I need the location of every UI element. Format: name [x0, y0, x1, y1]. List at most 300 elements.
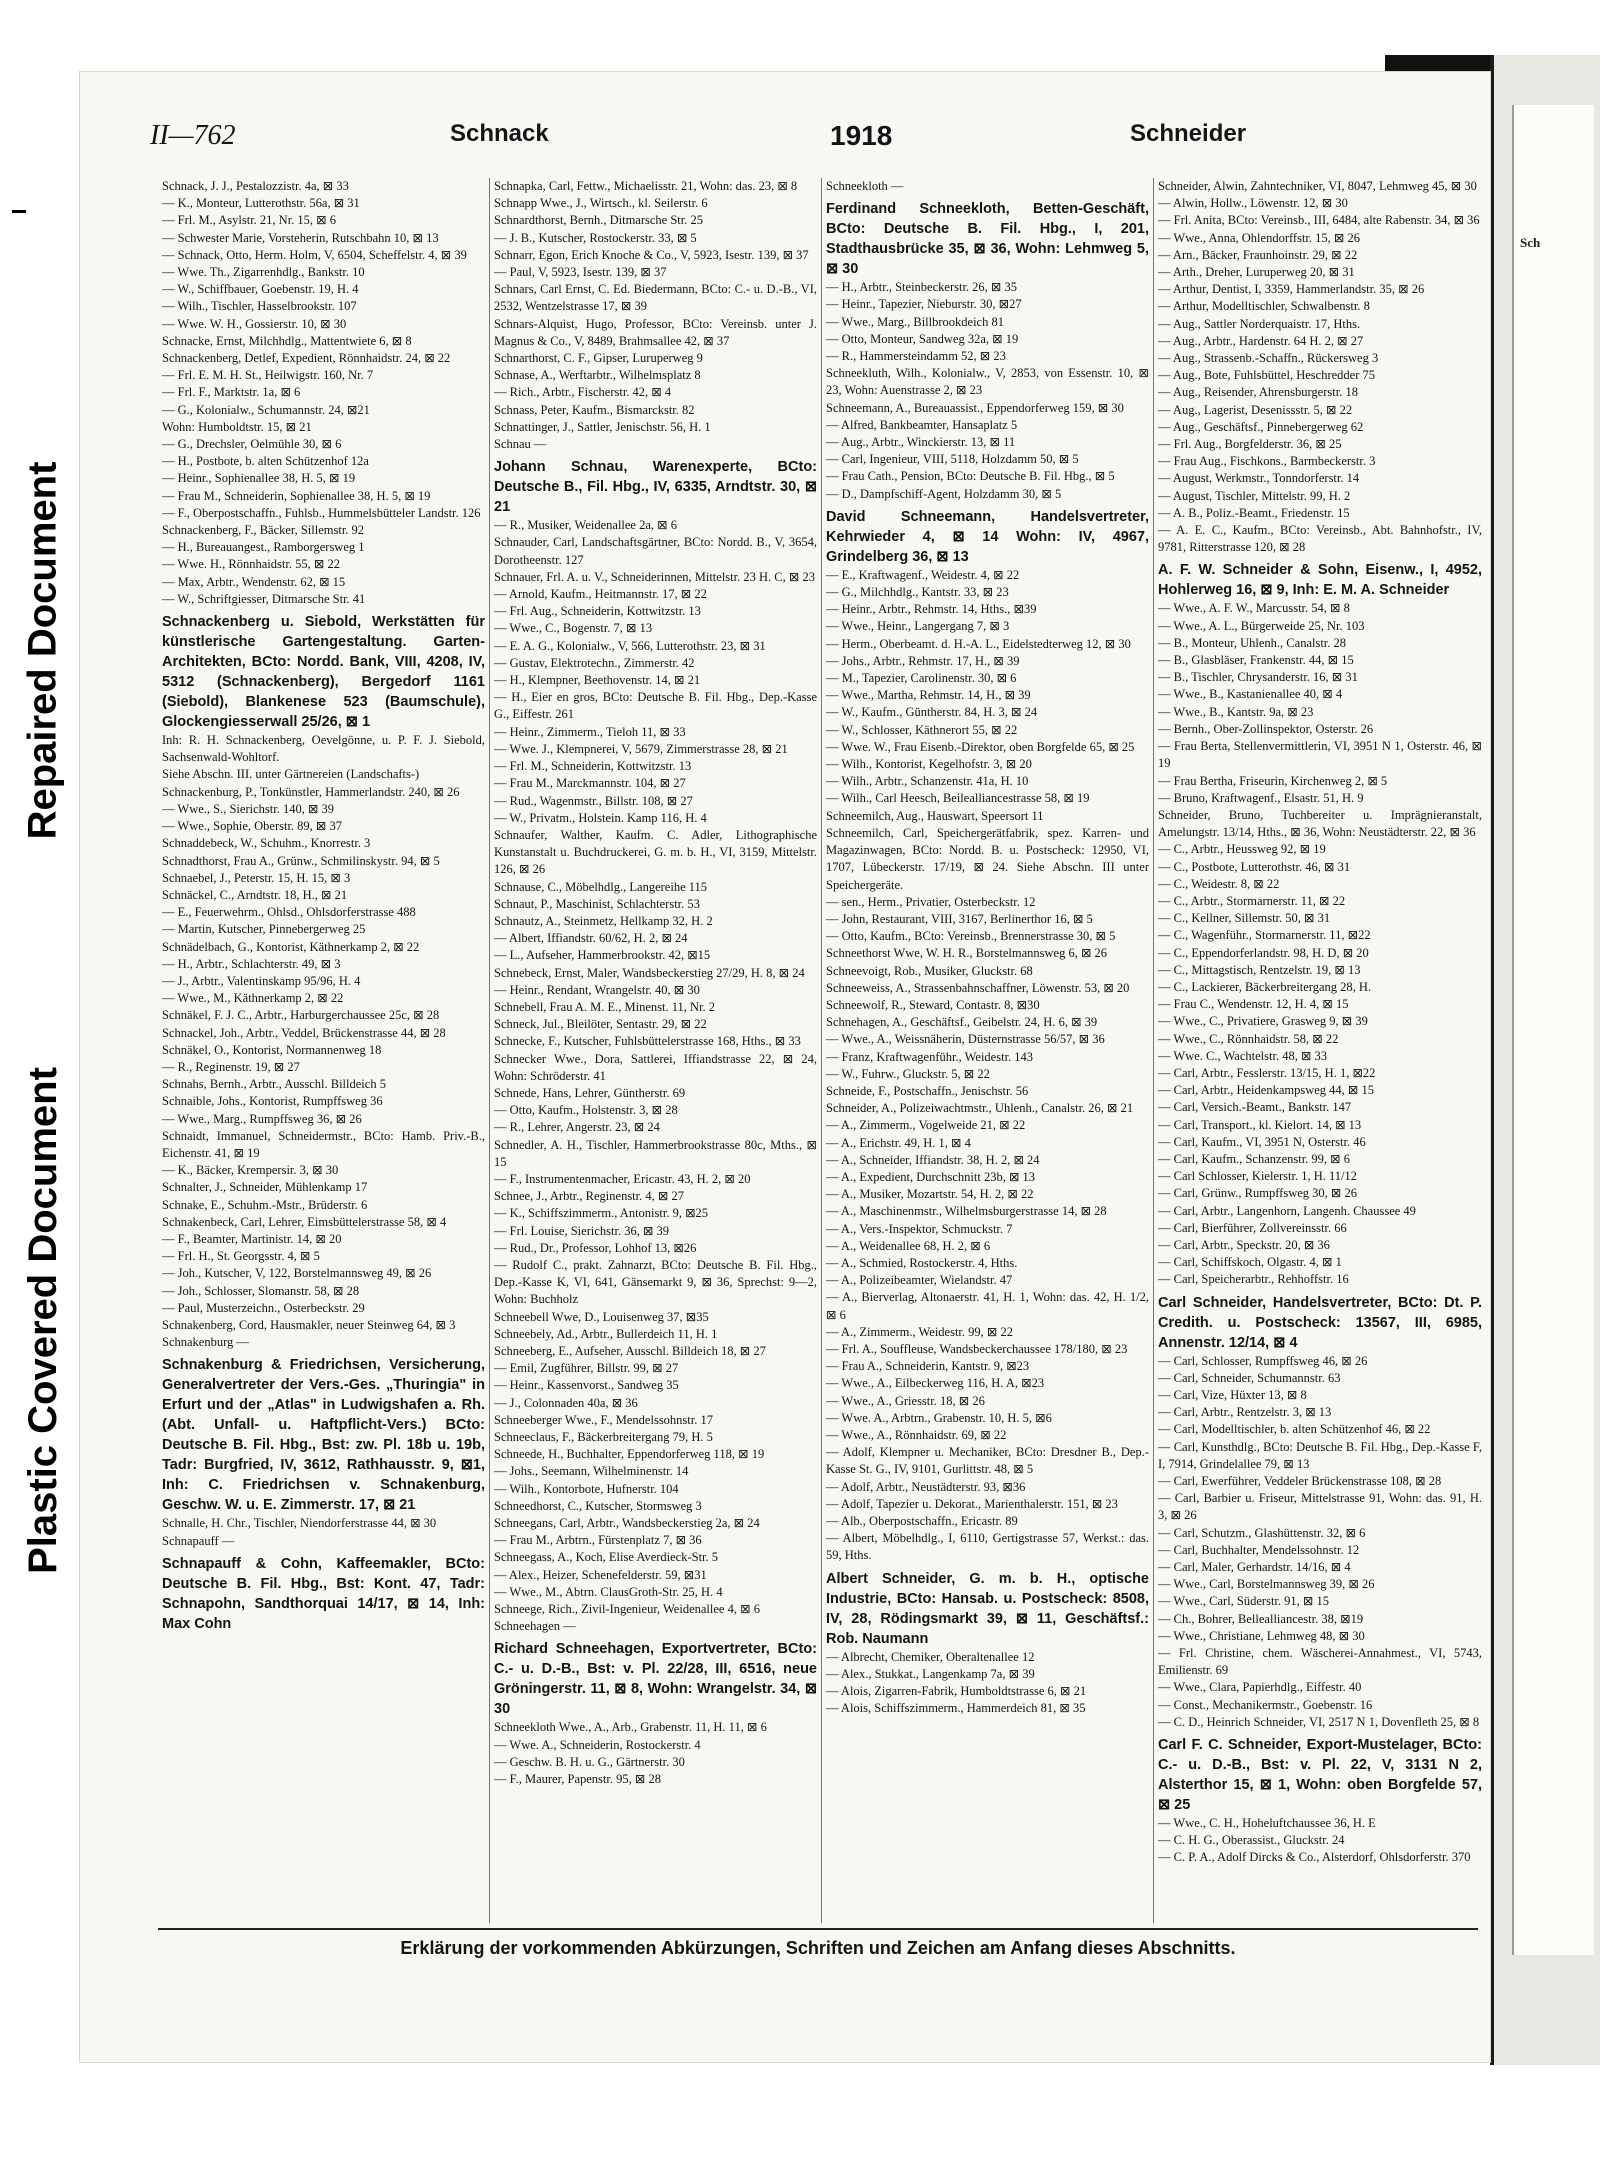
directory-entry: Schneehagen — [494, 1619, 576, 1634]
directory-entry: Carl F. C. Schneider, Export-Mustelager, BCto: C.- u. D.-B., Bst: v. Pl. 22, V, 3131 N 2, Alsterthor 15, ⊠ 1, Wohn: oben Borgfelde 57, ⊠ 25 [1158, 1737, 1482, 1814]
directory-entry: — Aug., Sattler Norderquaistr. 17, Hths. [1158, 316, 1361, 331]
directory-entry: Schnedler, A. H., Tischler, Hammerbrookstrasse 80c, Mths., ⊠ 15 [494, 1137, 817, 1169]
directory-entry: — Carl, Arbtr., Rentzelstr. 3, ⊠ 13 [1158, 1405, 1332, 1420]
column-3 [822, 178, 1154, 1923]
directory-entry: Schnardthorst, Bernh., Ditmarsche Str. 25 [494, 213, 703, 228]
directory-entry: — Aug., Strassenb.-Schaffn., Rückersweg 3 [1158, 351, 1379, 366]
directory-entry: Schneider, Alwin, Zahntechniker, VI, 8047, Lehmweg 45, ⊠ 30 [1158, 179, 1477, 193]
directory-entry: — C., Arbtr., Heussweg 92, ⊠ 19 [1158, 842, 1326, 857]
directory-entry: A. F. W. Schneider & Sohn, Eisenw., I, 4952, Hohlerweg 16, ⊠ 9, Inh: E. M. A. Schneider [1158, 562, 1482, 599]
directory-entry: — R., Reginenstr. 19, ⊠ 27 [162, 1059, 300, 1074]
directory-entry: Schnaidt, Immanuel, Schneidermstr., BCto: Hamb. Priv.-B., Eichenstr. 41, ⊠ 19 [162, 1128, 485, 1160]
directory-entry: Schneebely, Ad., Arbtr., Bullerdeich 11, H. 1 [494, 1326, 718, 1341]
directory-entry: — W., Schriftgiesser, Ditmarsche Str. 41 [162, 591, 366, 606]
directory-entry: — W., Schlosser, Käthnerort 55, ⊠ 22 [826, 722, 1018, 737]
directory-entry: Schnakenburg & Friedrichsen, Versicherung, Generalvertreter der Vers.-Ges. „Thuringia" in Erfurt und der „Atlas" in Ludwigshafen a. Rh. (Abt. Unfall- u. Haftpflicht-Vers.) BCto: Deutsche B. Fil. Hbg., Bst: zw. Pl. 18b u. 19b, Tadr: Burgfried, IV, 3612, Rathhausstr. 9, ⊠1, Inh: C. Friedrichsen v. Schnakenburg, Geschw. W. u. E. Zimmerstr. 17, ⊠ 21 [162, 1357, 485, 1514]
directory-entry: Schnahs, Bernh., Arbtr., Ausschl. Billdeich 5 [162, 1077, 386, 1092]
directory-entry: — Joh., Schlosser, Slomanstr. 58, ⊠ 28 [162, 1283, 360, 1298]
directory-entry: — Frau M., Arbtrn., Fürstenplatz 7, ⊠ 36 [494, 1533, 702, 1548]
directory-entry: — Carl, Kaufm., VI, 3951 N, Osterstr. 46 [1158, 1134, 1366, 1149]
directory-entry: — H., Arbtr., Schlachterstr. 49, ⊠ 3 [162, 956, 341, 971]
directory-entry: — Johs., Arbtr., Rehmstr. 17, H., ⊠ 39 [826, 653, 1020, 668]
directory-entry: Schnadthorst, Frau A., Grünw., Schmilinskystr. 94, ⊠ 5 [162, 853, 440, 868]
directory-entry: Schnack, J. J., Pestalozzistr. 4a, ⊠ 33 [162, 179, 349, 193]
directory-entry: Schneemilch, Aug., Hauswart, Speersort 11 [826, 808, 1044, 823]
directory-entry: — Carl, Versich.-Beamt., Bankstr. 147 [1158, 1100, 1352, 1115]
directory-entry: Schnackel, Joh., Arbtr., Veddel, Brückenstrasse 44, ⊠ 28 [162, 1025, 446, 1040]
directory-entry: — Martin, Kutscher, Pinnebergerweg 25 [162, 922, 366, 937]
directory-entry: — Wwe., Sophie, Oberstr. 89, ⊠ 37 [162, 819, 343, 834]
directory-entry: — Wwe. A., Schneiderin, Rostockerstr. 4 [494, 1737, 701, 1752]
directory-entry: — Wwe., A., Rönnhaidstr. 69, ⊠ 22 [826, 1428, 1007, 1442]
directory-entry: Schnecke, F., Kutscher, Fuhlsbüttelerstrasse 168, Hths., ⊠ 33 [494, 1034, 801, 1049]
directory-entry: — Wwe., A. F. W., Marcusstr. 54, ⊠ 8 [1158, 601, 1350, 616]
directory-entry: — Adolf, Arbtr., Neustädterstr. 93, ⊠36 [826, 1479, 1026, 1494]
directory-entry: — G., Milchhdlg., Kantstr. 33, ⊠ 23 [826, 585, 1009, 600]
directory-entry: — Paul, Musterzeichn., Osterbeckstr. 29 [162, 1300, 365, 1315]
directory-entry: — K., Monteur, Lutterothstr. 56a, ⊠ 31 [162, 196, 360, 211]
directory-entry: — W., Schiffbauer, Goebenstr. 19, H. 4 [162, 282, 359, 297]
directory-entry: — Frl. H., St. Georgsstr. 4, ⊠ 5 [162, 1249, 320, 1264]
adjacent-page-text: Sch [1520, 235, 1541, 250]
directory-entry: — R., Lehrer, Angerstr. 23, ⊠ 24 [494, 1120, 660, 1135]
directory-entry: — Wilh., Carl Heesch, Beilealliancestrasse 58, ⊠ 19 [826, 791, 1090, 806]
directory-entry: Schneegass, A., Koch, Elise Averdieck-Str. 5 [494, 1550, 719, 1565]
directory-entry: — Frau M., Schneiderin, Sophienallee 38, H. 5, ⊠ 19 [162, 488, 431, 503]
directory-entry: — Albrecht, Chemiker, Oberaltenallee 12 [826, 1649, 1035, 1664]
directory-entry: Schnaufer, Walther, Kaufm. C. Adler, Lithographische Kunstanstalt u. Buchdruckerei, G. m. b. H., VI, 3159, Mittelstr. 126, ⊠ 26 [494, 827, 817, 877]
directory-entry: — Wwe., Marg., Rumpffsweg 36, ⊠ 26 [162, 1111, 362, 1126]
directory-entry: — Heinr., Kassenvorst., Sandweg 35 [494, 1378, 679, 1393]
directory-entry: — Wilh., Arbtr., Schanzenstr. 41a, H. 10 [826, 774, 1029, 789]
directory-entry: — C., Weidestr. 8, ⊠ 22 [1158, 876, 1280, 891]
directory-entry: — C., Mittagstisch, Rentzelstr. 19, ⊠ 13 [1158, 962, 1361, 977]
directory-entry: — Frl. Anita, BCto: Vereinsb., III, 6484, alte Rabenstr. 34, ⊠ 36 [1158, 213, 1480, 228]
directory-entry: — Wilh., Tischler, Hasselbrookstr. 107 [162, 299, 357, 314]
directory-entry: Schneeweiss, A., Strassenbahnschaffner, Löwenstr. 53, ⊠ 20 [826, 980, 1130, 995]
directory-entry: — C. H. G., Oberassist., Gluckstr. 24 [1158, 1833, 1345, 1848]
directory-entry: — H., Postbote, b. alten Schützenhof 12a [162, 454, 369, 469]
directory-entry: — K., Schiffszimmerm., Antonistr. 9, ⊠25 [494, 1206, 709, 1221]
directory-entry: — Wwe., Martha, Rehmstr. 14, H., ⊠ 39 [826, 688, 1031, 703]
directory-entry: Schnass, Peter, Kaufm., Bismarckstr. 82 [494, 402, 695, 417]
directory-entry: Schnauder, Carl, Landschaftsgärtner, BCto: Nordd. B., V, 3654, Dorotheenstr. 127 [494, 535, 817, 567]
directory-entry: Schneebell Wwe, D., Louisenweg 37, ⊠35 [494, 1309, 709, 1324]
directory-entry: — Wwe., B., Kantstr. 9a, ⊠ 23 [1158, 704, 1314, 719]
directory-entry: — Wwe., Carl, Borstelmannsweg 39, ⊠ 26 [1158, 1577, 1375, 1592]
directory-entry: — Wwe. W., Frau Eisenb.-Direktor, oben Borgfelde 65, ⊠ 25 [826, 739, 1135, 754]
directory-page [80, 72, 1490, 2062]
directory-entry: — F., Beamter, Martinistr. 14, ⊠ 20 [162, 1231, 342, 1246]
directory-entry: — Wwe., A., Eilbeckerweg 116, H. A, ⊠23 [826, 1376, 1045, 1391]
directory-entry: Schnalter, J., Schneider, Mühlenkamp 17 [162, 1180, 368, 1195]
directory-entry: — August, Tischler, Mittelstr. 99, H. 2 [1158, 488, 1351, 503]
directory-entry: — E., Kraftwagenf., Weidestr. 4, ⊠ 22 [826, 567, 1020, 582]
directory-entry: Schneck, Jul., Bleilöter, Sentastr. 29, ⊠ 22 [494, 1017, 707, 1032]
directory-entry: Schneeberg, E., Aufseher, Ausschl. Billdeich 18, ⊠ 27 [494, 1344, 766, 1358]
directory-entry: — K., Bäcker, Krempersir. 3, ⊠ 30 [162, 1163, 339, 1178]
directory-entry: — Carl, Arbtr., Speckstr. 20, ⊠ 36 [1158, 1237, 1330, 1252]
directory-entry: Schnede, Hans, Lehrer, Güntherstr. 69 [494, 1085, 686, 1100]
directory-entry: — Alb., Oberpostschaffn., Ericastr. 89 [826, 1514, 1018, 1529]
directory-entry: — A., Bierverlag, Altonaerstr. 41, H. 1, Wohn: das. 42, H. 1/2, ⊠ 6 [826, 1290, 1149, 1322]
directory-entry: — sen., Herm., Privatier, Osterbeckstr. 12 [826, 894, 1036, 909]
directory-entry: — Frl. Aug., Borgfelderstr. 36, ⊠ 25 [1158, 437, 1342, 452]
adjacent-page-edge [1490, 55, 1600, 2065]
directory-entry: Schnackenburg, P., Tonkünstler, Hammerlandstr. 240, ⊠ 26 [162, 784, 460, 799]
directory-entry: — H., Eier en gros, BCto: Deutsche B. Fil. Hbg., Dep.-Kasse G., Eiffestr. 261 [494, 690, 817, 722]
directory-entry: — Carl, Schiffskoch, Olgastr. 4, ⊠ 1 [1158, 1255, 1342, 1270]
directory-entry: — Wwe. A., Arbtrn., Grabenstr. 10, H. 5, ⊠6 [826, 1410, 1052, 1425]
directory-entry: Schnars-Alquist, Hugo, Professor, BCto: Vereinsb. unter J. Magnus & Co., V, 8489, Brahmsallee 42, ⊠ 37 [494, 316, 817, 348]
header-year: 1918 [830, 120, 893, 151]
directory-entry: — Schnack, Otto, Herm. Holm, V, 6504, Scheffelstr. 4, ⊠ 39 [162, 247, 467, 262]
directory-entry: — L., Aufseher, Hammerbrookstr. 42, ⊠15 [494, 948, 711, 963]
directory-entry: Schneevoigt, Rob., Musiker, Gluckstr. 68 [826, 963, 1033, 978]
directory-entry: — August, Werkmstr., Tonndorferstr. 14 [1158, 471, 1360, 486]
directory-entry: — Gustav, Elektrotechn., Zimmerstr. 42 [494, 655, 695, 670]
directory-entry: — Wwe., C., Rönnhaidstr. 58, ⊠ 22 [1158, 1031, 1339, 1046]
directory-entry: — Wwe., Christiane, Lehmweg 48, ⊠ 30 [1158, 1628, 1365, 1643]
directory-entry: — Carl, Kaufm., Schanzenstr. 99, ⊠ 6 [1158, 1151, 1351, 1166]
directory-entry: — Alex., Stukkat., Langenkamp 7a, ⊠ 39 [826, 1666, 1035, 1681]
directory-entry: — A., Schmied, Rostockerstr. 4, Hths. [826, 1255, 1018, 1270]
directory-entry: — Frau Bertha, Friseurin, Kirchenweg 2, ⊠ 5 [1158, 773, 1388, 788]
directory-entry: — Rud., Dr., Professor, Lohhof 13, ⊠26 [494, 1240, 697, 1255]
plastic-covered-document-label: Plastic Covered Document [20, 1066, 65, 1574]
directory-entry: Schnase, A., Werftarbtr., Wilhelmsplatz 8 [494, 368, 701, 383]
directory-entry: Albert Schneider, G. m. b. H., optische Industrie, BCto: Hansab. u. Postscheck: 8508, IV, 28, Rödingsmarkt 39, ⊠ 11, Geschäftsf.: Rob. Naumann [826, 1570, 1149, 1647]
directory-entry: — Rud., Wagenmstr., Billstr. 108, ⊠ 27 [494, 793, 693, 808]
directory-entry: — R., Hammersteindamm 52, ⊠ 23 [826, 349, 1006, 364]
repaired-document-label: Repaired Document [20, 461, 65, 839]
directory-entry: — M., Tapezier, Carolinenstr. 30, ⊠ 6 [826, 671, 1017, 686]
directory-entry: — Wwe. W. H., Gossierstr. 10, ⊠ 30 [162, 316, 347, 331]
directory-entry: Schnalle, H. Chr., Tischler, Niendorferstrasse 44, ⊠ 30 [162, 1516, 437, 1531]
directory-entry: — Wwe. C., Wachtelstr. 48, ⊠ 33 [1158, 1048, 1328, 1063]
directory-entry: — Frl. A., Souffleuse, Wandsbeckerchaussee 178/180, ⊠ 23 [826, 1341, 1128, 1356]
directory-entry: Carl Schneider, Handelsvertreter, BCto: Dt. P. Credith. u. Postscheck: 13567, III, 6985, Annenstr. 12/14, ⊠ 4 [1158, 1294, 1482, 1351]
directory-entry: — Wwe., C. H., Hoheluftchaussee 36, H. E [1158, 1816, 1376, 1831]
directory-entry: Schnäkel, O., Kontorist, Normannenweg 18 [162, 1042, 382, 1057]
directory-entry: — Aug., Reisender, Ahrensburgerstr. 18 [1158, 385, 1358, 400]
column-2 [490, 178, 822, 1923]
directory-entry: — Rudolf C., prakt. Zahnarzt, BCto: Deutsche B. Fil. Hbg., Dep.-Kasse K, VI, 641, Gänsemarkt 9, ⊠ 36, Sprechst: 9—2, Wohn: Buchholz [494, 1257, 817, 1307]
directory-entry: David Schneemann, Handelsvertreter, Kehrwieder 4, ⊠ 14 Wohn: IV, 4967, Grindelberg 36, ⊠ 13 [826, 508, 1149, 565]
directory-entry: Schneeclaus, F., Bäckerbreitergang 79, H. 5 [494, 1430, 713, 1445]
directory-entry: — Wwe., C., Privatiere, Grasweg 9, ⊠ 39 [1158, 1014, 1368, 1029]
directory-entry: — Wwe., Heinr., Langergang 7, ⊠ 3 [826, 619, 1010, 634]
directory-entry: Schnause, C., Möbelhdlg., Langereihe 115 [494, 879, 708, 894]
directory-entry: Schnee, J., Arbtr., Reginenstr. 4, ⊠ 27 [494, 1189, 684, 1204]
directory-entry: — B., Glasbläser, Frankenstr. 44, ⊠ 15 [1158, 653, 1354, 668]
directory-entry: Schneede, H., Buchhalter, Eppendorferweg 118, ⊠ 19 [494, 1447, 765, 1462]
directory-entry: — D., Dampfschiff-Agent, Holzdamm 30, ⊠ 5 [826, 486, 1062, 501]
label-tick [12, 210, 26, 213]
directory-entry: — Wwe., Clara, Papierhdlg., Eiffestr. 40 [1158, 1680, 1362, 1695]
directory-entry: — J., Colonnaden 40a, ⊠ 36 [494, 1395, 638, 1410]
directory-entry: — F., Maurer, Papenstr. 95, ⊠ 28 [494, 1772, 661, 1787]
directory-entry: — Frau A., Schneiderin, Kantstr. 9, ⊠23 [826, 1359, 1030, 1374]
directory-entry: — Wwe. J., Klempnerei, V, 5679, Zimmerstrasse 28, ⊠ 21 [494, 741, 788, 756]
directory-entry: — Otto, Kaufm., BCto: Vereinsb., Brennerstrasse 30, ⊠ 5 [826, 929, 1116, 944]
directory-entry: — Adolf, Klempner u. Mechaniker, BCto: Dresdner B., Dep.-Kasse St. G., IV, 9101, Gurlittstr. 48, ⊠ 5 [826, 1445, 1149, 1477]
directory-entry: — Arthur, Dentist, I, 3359, Hammerlandstr. 35, ⊠ 26 [1158, 282, 1425, 297]
directory-entry: — Geschw. B. H. u. G., Gärtnerstr. 30 [494, 1754, 685, 1769]
directory-entry: Schneege, Rich., Zivil-Ingenieur, Weidenallee 4, ⊠ 6 [494, 1602, 760, 1617]
directory-entry: — John, Restaurant, VIII, 3167, Berlinerthor 16, ⊠ 5 [826, 911, 1093, 926]
directory-entry: Schnakenburg — [162, 1335, 249, 1350]
directory-entry: — Wwe. H., Rönnhaidstr. 55, ⊠ 22 [162, 557, 340, 572]
directory-entry: — Frl. F., Marktstr. 1a, ⊠ 6 [162, 385, 301, 400]
directory-entry: Schneegans, Carl, Arbtr., Wandsbeckerstieg 2a, ⊠ 24 [494, 1516, 760, 1531]
directory-entry: Inh: R. H. Schnackenberg, Oevelgönne, u. P. F. J. Siebold, Sachsenwald-Wohltorf. [162, 733, 485, 765]
directory-entry: — Frau C., Wendenstr. 12, H. 4, ⊠ 15 [1158, 997, 1349, 1012]
directory-entry: — C., Lackierer, Bäckerbreitergang 28, H. [1158, 979, 1372, 994]
directory-entry: — Carl, Speicherarbtr., Rehhoffstr. 16 [1158, 1272, 1349, 1287]
directory-entry: — W., Kaufm., Güntherstr. 84, H. 3, ⊠ 24 [826, 705, 1038, 720]
directory-entry: — Aug., Arbtr., Hardenstr. 64 H. 2, ⊠ 27 [1158, 333, 1364, 348]
directory-entry: Schneekloth — [826, 179, 904, 193]
directory-entry: — Arth., Dreher, Luruperweg 20, ⊠ 31 [1158, 265, 1355, 280]
directory-entry: — Franz, Kraftwagenführ., Weidestr. 143 [826, 1049, 1034, 1064]
directory-entry: — Aug., Bote, Fuhlsbüttel, Heschredder 75 [1158, 368, 1375, 383]
directory-entry: — Wwe., Carl, Süderstr. 91, ⊠ 15 [1158, 1594, 1329, 1609]
directory-entry: Schnars, Carl Ernst, C. Ed. Biedermann, BCto: C.- u. D.-B., VI, 2532, Wentzelstrasse 17, ⊠ 39 [494, 282, 817, 314]
directory-entry: — W., Privatm., Holstein. Kamp 116, H. 4 [494, 810, 707, 825]
directory-entry: Schneider, A., Polizeiwachtmstr., Uhlenh., Canalstr. 26, ⊠ 21 [826, 1101, 1134, 1116]
directory-entry: — C., Kellner, Sillemstr. 50, ⊠ 31 [1158, 911, 1331, 926]
directory-entry: — Carl, Schutzm., Glashüttenstr. 32, ⊠ 6 [1158, 1525, 1366, 1540]
directory-entry: — Carl, Grünw., Rumpffsweg 30, ⊠ 26 [1158, 1186, 1357, 1201]
directory-entry: — Aug., Arbtr., Winckierstr. 13, ⊠ 11 [826, 435, 1016, 450]
directory-entry: Schnakenberg, Cord, Hausmakler, neuer Steinweg 64, ⊠ 3 [162, 1317, 456, 1332]
directory-entry: — Heinr., Tapezier, Nieburstr. 30, ⊠27 [826, 297, 1022, 312]
directory-entry: — Wilh., Kontorist, Kegelhofstr. 3, ⊠ 20 [826, 757, 1032, 772]
directory-entry: — C. P. A., Adolf Dircks & Co., Alsterdorf, Ohlsdorferstr. 370 [1158, 1850, 1471, 1865]
directory-entry: — B., Tischler, Chrysanderstr. 16, ⊠ 31 [1158, 670, 1358, 685]
directory-entry: — F., Oberpostschaffn., Fuhlsb., Hummelsbütteler Landstr. 126 [162, 505, 481, 520]
directory-entry: — A., Weidenallee 68, H. 2, ⊠ 6 [826, 1238, 991, 1253]
directory-entry: — E., Feuerwehrm., Ohlsd., Ohlsdorferstrasse 488 [162, 905, 416, 920]
directory-entry: — A., Schneider, Iffiandstr. 38, H. 2, ⊠ 24 [826, 1152, 1040, 1167]
directory-entry: — Alois, Schiffszimmerm., Hammerdeich 81, ⊠ 35 [826, 1701, 1086, 1716]
directory-entry: — Wilh., Kontorbote, Hufnerstr. 104 [494, 1481, 679, 1496]
directory-entry: — A., Zimmerm., Vogelweide 21, ⊠ 22 [826, 1118, 1026, 1133]
directory-entry: Schnädelbach, G., Kontorist, Käthnerkamp 2, ⊠ 22 [162, 939, 420, 954]
footer-note: Erklärung der vorkommenden Abkürzungen, Schriften und Zeichen am Anfang dieses Abschnitts. [400, 1938, 1236, 1958]
directory-entry: — W., Fuhrw., Gluckstr. 5, ⊠ 22 [826, 1066, 990, 1081]
entry-columns [158, 178, 1488, 1923]
directory-entry: — Wwe., A., Griesstr. 18, ⊠ 26 [826, 1393, 985, 1408]
directory-entry: Schnaddebeck, W., Schuhm., Knorrestr. 3 [162, 836, 371, 851]
directory-entry: Schnaible, Johs., Kontorist, Rumpffsweg 36 [162, 1094, 383, 1109]
directory-entry: — C., Wagenführ., Stormarnerstr. 11, ⊠22 [1158, 928, 1371, 943]
directory-entry: — Wwe., M., Käthnerkamp 2, ⊠ 22 [162, 991, 344, 1006]
directory-entry: — Frl. E. M. H. St., Heilwigstr. 160, Nr. 7 [162, 368, 374, 383]
directory-entry: Schnauer, Frl. A. u. V., Schneiderinnen, Mittelstr. 23 H. C, ⊠ 23 [494, 569, 815, 584]
directory-entry: Schnarr, Egon, Erich Knoche & Co., V, 5923, Isestr. 139, ⊠ 37 [494, 247, 809, 262]
directory-entry: Schnebell, Frau A. M. E., Minenst. 11, Nr. 2 [494, 999, 716, 1014]
directory-entry: — Wwe., A. L., Bürgerweide 25, Nr. 103 [1158, 618, 1365, 633]
directory-entry: — Carl, Kunsthdlg., BCto: Deutsche B. Fil. Hbg., Dep.-Kasse F, I, 7914, Grindelallee 79, ⊠ 13 [1158, 1439, 1482, 1471]
adjacent-page-strip [1512, 105, 1594, 1955]
directory-entry: — G., Kolonialw., Schumannstr. 24, ⊠21 [162, 402, 370, 417]
directory-entry: Schnecker Wwe., Dora, Sattlerei, Iffiandstrasse 22, ⊠ 24, Wohn: Schröderstr. 41 [494, 1051, 817, 1083]
directory-entry: — Frl. Louise, Sierichstr. 36, ⊠ 39 [494, 1223, 670, 1238]
directory-entry: — A., Expedient, Durchschnitt 23b, ⊠ 13 [826, 1169, 1036, 1184]
directory-entry: Schneekluth, Wilh., Kolonialw., V, 2853, von Essenstr. 10, ⊠ 23, Wohn: Auenstrasse 2, ⊠ 23 [826, 366, 1149, 398]
directory-entry: — Bruno, Kraftwagenf., Elsastr. 51, H. 9 [1158, 790, 1364, 805]
directory-entry: Schneemann, A., Bureauassist., Eppendorferweg 159, ⊠ 30 [826, 400, 1124, 415]
directory-entry: — Paul, V, 5923, Isestr. 139, ⊠ 37 [494, 265, 667, 280]
directory-entry: — Max, Arbtr., Wendenstr. 62, ⊠ 15 [162, 574, 346, 589]
directory-entry: — Wwe., C., Bogenstr. 7, ⊠ 13 [494, 621, 653, 636]
directory-entry: — Frl. M., Schneiderin, Kottwitzstr. 13 [494, 759, 692, 774]
directory-entry: Schnarthorst, C. F., Gipser, Luruperweg 9 [494, 351, 703, 366]
directory-entry: — R., Musiker, Weidenallee 2a, ⊠ 6 [494, 518, 678, 533]
directory-entry: Schnackenberg u. Siebold, Werkstätten für künstlerische Gartengestaltung. Garten-Architekten, BCto: Nordd. Bank, VIII, 4208, IV, 5312 (Schnackenberg), Bergedorf 1161 (Siebold), Blankenese 523 (Baumschule), Glockengiesserwall 25/26, ⊠ 1 [162, 614, 485, 731]
directory-entry: Schnau — [494, 437, 547, 452]
directory-entry: — Frau M., Marckmannstr. 104, ⊠ 27 [494, 776, 686, 791]
directory-entry: — Frl. Christine, chem. Wäscherei-Annahmest., VI, 5743, Emilienstr. 69 [1158, 1646, 1482, 1678]
directory-entry: Schnattinger, J., Sattler, Jenischstr. 56, H. 1 [494, 419, 711, 434]
directory-entry: — Wwe. Th., Zigarrenhdlg., Bankstr. 10 [162, 265, 365, 280]
directory-entry: — Alwin, Hollw., Löwenstr. 12, ⊠ 30 [1158, 196, 1348, 211]
directory-entry: Schnapp Wwe., J., Wirtsch., kl. Seilerstr. 6 [494, 196, 708, 211]
directory-entry: — Alfred, Bankbeamter, Hansaplatz 5 [826, 417, 1018, 432]
directory-entry: — Arn., Bäcker, Fraunhoinstr. 29, ⊠ 22 [1158, 247, 1358, 262]
directory-entry: — Wwe., Anna, Ohlendorffstr. 15, ⊠ 26 [1158, 230, 1361, 245]
directory-entry: Schnapka, Carl, Fettw., Michaelisstr. 21, Wohn: das. 23, ⊠ 8 [494, 179, 798, 193]
directory-entry: — Arthur, Modelltischler, Schwalbenstr. 8 [1158, 299, 1370, 314]
directory-entry: — Carl, Barbier u. Friseur, Mittelstrasse 91, Wohn: das. 91, H. 3, ⊠ 26 [1158, 1491, 1482, 1523]
directory-entry: Schnautz, A., Steinmetz, Hellkamp 32, H. 2 [494, 913, 713, 928]
directory-entry: — E. A. G., Kolonialw., V, 566, Lutterothstr. 23, ⊠ 31 [494, 638, 766, 653]
directory-entry: — Carl, Arbtr., Fesslerstr. 13/15, H. 1, ⊠22 [1158, 1065, 1376, 1080]
directory-entry: — Carl, Schlosser, Rumpffsweg 46, ⊠ 26 [1158, 1353, 1368, 1368]
directory-entry: — B., Monteur, Uhlenh., Canalstr. 28 [1158, 635, 1347, 650]
directory-entry: — Ch., Bohrer, Bellealliancestr. 38, ⊠19 [1158, 1611, 1364, 1626]
directory-entry: — Carl, Vize, Hüxter 13, ⊠ 8 [1158, 1388, 1307, 1402]
page-header [150, 120, 1250, 160]
directory-entry: — Carl, Ewerführer, Veddeler Brückenstrasse 108, ⊠ 28 [1158, 1474, 1442, 1489]
directory-entry: Johann Schnau, Warenexperte, BCto: Deutsche B., Fil. Hbg., IV, 6335, Arndtstr. 30, ⊠ 21 [494, 459, 817, 516]
directory-entry: Schnacke, Ernst, Milchhdlg., Mattentwiete 6, ⊠ 8 [162, 333, 412, 348]
directory-entry: — Bernh., Ober-Zollinspektor, Osterstr. 26 [1158, 721, 1374, 736]
directory-entry: Schnackenberg, Detlef, Expedient, Rönnhaidstr. 24, ⊠ 22 [162, 351, 451, 366]
directory-entry: — Frau Cath., Pension, BCto: Deutsche B. Fil. Hbg., ⊠ 5 [826, 469, 1115, 484]
directory-entry: — A., Erichstr. 49, H. 1, ⊠ 4 [826, 1135, 971, 1150]
directory-entry: — Wwe., M., Abtrn. ClausGroth-Str. 25, H. 4 [494, 1584, 723, 1599]
directory-entry: — Emil, Zugführer, Billstr. 99, ⊠ 27 [494, 1361, 679, 1376]
directory-entry: Ferdinand Schneekloth, Betten-Geschäft, BCto: Deutsche B. Fil. Hbg., I, 201, Stadthausbrücke 35, ⊠ 36, Wohn: Lehmweg 5, ⊠ 30 [826, 201, 1149, 278]
directory-entry: — Carl, Modelltischler, b. alten Schützenhof 46, ⊠ 22 [1158, 1422, 1431, 1437]
directory-entry: Schnebeck, Ernst, Maler, Wandsbeckerstieg 27/29, H. 8, ⊠ 24 [494, 965, 805, 980]
directory-entry: — Heinr., Arbtr., Rehmstr. 14, Hths., ⊠39 [826, 602, 1037, 617]
directory-entry: Schnackenberg, F., Bäcker, Sillemstr. 92 [162, 523, 365, 538]
directory-entry: — Carl, Arbtr., Langenhorn, Langenh. Chaussee 49 [1158, 1203, 1416, 1218]
directory-entry: Schneemilch, Carl, Speichergerätfabrik, spez. Karren- und Magazinwagen, BCto: Nordd. B. u. Postscheck: 12950, VI, 1707, Lübeckerstr. 17/19, ⊠ 24. Siehe Abschn. III unter Speichergeräte. [826, 825, 1149, 892]
directory-entry: — J. B., Kutscher, Rostockerstr. 33, ⊠ 5 [494, 230, 697, 245]
directory-entry: Schneeberger Wwe., F., Mendelssohnstr. 17 [494, 1412, 713, 1427]
directory-entry: — H., Arbtr., Steinbeckerstr. 26, ⊠ 35 [826, 280, 1018, 295]
directory-entry: Siehe Abschn. III. unter Gärtnereien (Landschafts-) [162, 767, 420, 782]
directory-entry: — Frau Berta, Stellenvermittlerin, VI, 3951 N 1, Osterstr. 46, ⊠ 19 [1158, 739, 1482, 771]
directory-entry: Schneewolf, R., Steward, Contastr. 8, ⊠30 [826, 997, 1040, 1012]
page-number: II—762 [150, 120, 236, 151]
directory-entry: — Albert, Iffiandstr. 60/62, H. 2, ⊠ 24 [494, 931, 688, 946]
directory-entry: — A., Maschinenmstr., Wilhelmsburgerstrasse 14, ⊠ 28 [826, 1204, 1107, 1219]
directory-entry: — Carl, Transport., kl. Kielort. 14, ⊠ 13 [1158, 1117, 1362, 1132]
directory-entry: — Adolf, Tapezier u. Dekorat., Marienthalerstr. 151, ⊠ 23 [826, 1496, 1118, 1511]
directory-entry: — Alois, Zigarren-Fabrik, Humboldtstrasse 6, ⊠ 21 [826, 1684, 1087, 1699]
directory-entry: Richard Schneehagen, Exportvertreter, BCto: C.- u. D.-B., Bst: v. Pl. 22/28, III, 6516, neue Gröningerstr. 11, ⊠ 8, Wohn: Wrangelstr. 34, ⊠ 30 [494, 1641, 817, 1718]
directory-entry: — Heinr., Rendant, Wrangelstr. 40, ⊠ 30 [494, 982, 700, 997]
directory-entry: — Wwe., A., Weissnäherin, Düsternstrasse 56/57, ⊠ 36 [826, 1032, 1105, 1047]
directory-entry: — G., Drechsler, Oelmühle 30, ⊠ 6 [162, 437, 342, 452]
directory-entry: — J., Arbtr., Valentinskamp 95/96, H. 4 [162, 973, 361, 988]
directory-entry: Schnakenbeck, Carl, Lehrer, Eimsbüttelerstrasse 58, ⊠ 4 [162, 1214, 447, 1229]
directory-entry: — Arnold, Kaufm., Heitmannstr. 17, ⊠ 22 [494, 587, 707, 602]
directory-entry: Schneide, F., Postschaffn., Jenischstr. 56 [826, 1083, 1029, 1098]
directory-entry: — Carl, Arbtr., Heidenkampsweg 44, ⊠ 15 [1158, 1083, 1374, 1098]
directory-entry: — A., Musiker, Mozartstr. 54, H. 2, ⊠ 22 [826, 1187, 1034, 1202]
directory-entry: Schnehagen, A., Geschäftsf., Geibelstr. 24, H. 6, ⊠ 39 [826, 1015, 1098, 1030]
directory-entry: Schnake, E., Schuhm.-Mstr., Brüderstr. 6 [162, 1197, 368, 1212]
directory-entry: — Joh., Kutscher, V, 122, Borstelmannsweg 49, ⊠ 26 [162, 1266, 432, 1281]
directory-entry: — Frl. Aug., Schneiderin, Kottwitzstr. 13 [494, 604, 701, 619]
directory-entry: — Carl, Ingenieur, VIII, 5118, Holzdamm 50, ⊠ 5 [826, 452, 1079, 467]
directory-entry: Schnäkel, F. J. C., Arbtr., Harburgerchaussee 25c, ⊠ 28 [162, 1008, 440, 1023]
directory-entry: — C. D., Heinrich Schneider, VI, 2517 N 1, Dovenfleth 25, ⊠ 8 [1158, 1714, 1480, 1729]
directory-entry: — A., Vers.-Inspektor, Schmuckstr. 7 [826, 1221, 1013, 1236]
directory-entry: — Wwe., Marg., Billbrookdeich 81 [826, 314, 1004, 329]
directory-entry: — Otto, Kaufm., Holstenstr. 3, ⊠ 28 [494, 1103, 678, 1118]
directory-entry: Schneedhorst, C., Kutscher, Stormsweg 3 [494, 1498, 702, 1513]
directory-entry: Schneethorst Wwe, W. H. R., Borstelmannsweg 6, ⊠ 26 [826, 946, 1108, 961]
directory-entry: — C., Postbote, Lutterothstr. 46, ⊠ 31 [1158, 859, 1351, 874]
directory-entry: — A., Polizeibeamter, Wielandstr. 47 [826, 1273, 1013, 1288]
directory-entry: Schnäckel, C., Arndtstr. 18, H., ⊠ 21 [162, 887, 348, 902]
directory-entry: — A. B., Poliz.-Beamt., Friedenstr. 15 [1158, 505, 1350, 520]
directory-entry: — Frau Aug., Fischkons., Barmbeckerstr. 3 [1158, 454, 1376, 469]
directory-entry: Wohn: Humboldtstr. 15, ⊠ 21 [162, 419, 312, 434]
directory-entry: — Rich., Arbtr., Fischerstr. 42, ⊠ 4 [494, 385, 672, 400]
header-left-word: Schnack [450, 120, 549, 147]
directory-entry: Schneider, Bruno, Tuchbereiter u. Imprägnieranstalt, Amelungstr. 13/14, Hths., ⊠ 36, Wohn: Neustädterstr. 22, ⊠ 36 [1158, 807, 1482, 840]
directory-entry: — Heinr., Sophienallee 38, H. 5, ⊠ 19 [162, 471, 356, 486]
header-right-word: Schneider [1130, 120, 1247, 147]
directory-entry: — H., Bureauangest., Ramborgersweg 1 [162, 540, 365, 555]
directory-entry: — Aug., Geschäftsf., Pinnebergerweg 62 [1158, 419, 1364, 434]
directory-entry: — Heinr., Zimmerm., Tieloh 11, ⊠ 33 [494, 724, 686, 739]
directory-entry: Schneekloth Wwe., A., Arb., Grabenstr. 11, H. 11, ⊠ 6 [494, 1720, 767, 1735]
directory-entry: — Carl, Buchhalter, Mendelssohnstr. 12 [1158, 1542, 1360, 1557]
directory-entry: — A., Zimmerm., Weidestr. 99, ⊠ 22 [826, 1324, 1013, 1339]
directory-entry: — Herm., Oberbeamt. d. H.-A. L., Eidelstedterweg 12, ⊠ 30 [826, 636, 1131, 651]
directory-entry: — Carl, Bierführer, Zollvereinsstr. 66 [1158, 1220, 1347, 1235]
column-4 [1154, 178, 1486, 1923]
directory-entry: Schnaebel, J., Peterstr. 15, H. 15, ⊠ 3 [162, 870, 351, 885]
directory-entry: — Schwester Marie, Vorsteherin, Rutschbahn 10, ⊠ 13 [162, 230, 439, 245]
directory-entry: — Wwe., B., Kastanienallee 40, ⊠ 4 [1158, 687, 1343, 702]
directory-entry: — Carl Schlosser, Kielerstr. 1, H. 11/12 [1158, 1169, 1358, 1184]
directory-entry: — A. E. C., Kaufm., BCto: Vereinsb., Abt. Bahnhofstr., IV, 9781, Ritterstrasse 120, ⊠ 28 [1158, 523, 1482, 555]
directory-entry: — Aug., Lagerist, Desenissstr. 5, ⊠ 22 [1158, 402, 1353, 417]
directory-entry: — Wwe., S., Sierichstr. 140, ⊠ 39 [162, 801, 335, 816]
directory-entry: Schnapauff & Cohn, Kaffeemakler, BCto: Deutsche B. Fil. Hbg., Bst: Kont. 47, Tadr: Schnapohn, Sandthorquai 14/17, ⊠ 14, Inh: Max Cohn [162, 1555, 485, 1632]
